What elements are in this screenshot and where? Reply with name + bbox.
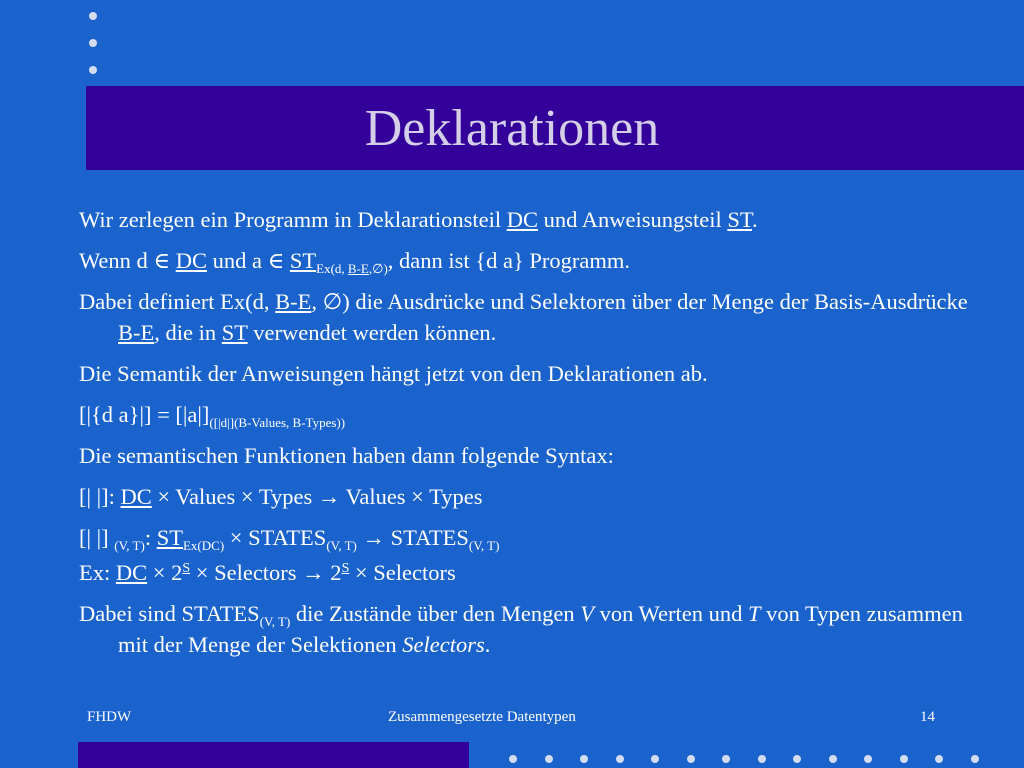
dot: [971, 755, 979, 763]
line-4: [79, 358, 979, 389]
dot: [900, 755, 908, 763]
superscript: [182, 561, 190, 576]
line-10: [79, 598, 979, 660]
term-selectors: Selectors: [402, 632, 485, 657]
text: und Anweisungsteil: [537, 207, 728, 232]
text: Die Semantik der Anweisungen hängt jetzt von den Deklarationen ab.: [79, 361, 708, 386]
text: Die semantischen Funktionen haben dann folgende Syntax:: [79, 443, 614, 468]
text: × Selectors: [349, 560, 456, 585]
var-t: T: [747, 601, 761, 626]
text: von Werten und: [593, 601, 748, 626]
dot: [580, 755, 588, 763]
slide-body: [79, 204, 979, 670]
subscript: [316, 261, 388, 276]
dot: [651, 755, 659, 763]
term-s: S: [182, 561, 191, 576]
var-v: V: [580, 601, 594, 626]
text: [| |]:: [79, 484, 121, 509]
footer-center: Zusammengesetzte Datentypen: [388, 709, 576, 725]
term-be: B-E: [118, 320, 155, 345]
line-8: [79, 522, 979, 553]
text: und a ∈: [206, 248, 290, 273]
dot: [722, 755, 730, 763]
subscript: Ex(DC): [182, 538, 225, 553]
text: ,∅): [368, 261, 388, 276]
text: Ex:: [79, 560, 116, 585]
text: verwendet werden können.: [247, 320, 497, 345]
text: × 2: [147, 560, 183, 585]
dot: [829, 755, 837, 763]
term-dc: DC: [120, 484, 152, 509]
text: [| |]: [79, 525, 115, 550]
text: .: [484, 632, 491, 657]
text: × Selectors → 2: [190, 560, 342, 585]
term-be: B-E: [275, 289, 312, 314]
line-6: [79, 440, 979, 471]
dot: [616, 755, 624, 763]
dot: [509, 755, 517, 763]
text: die Zustände über den Mengen: [290, 601, 581, 626]
term-dc: DC: [175, 248, 207, 273]
line-5: [79, 399, 979, 430]
dot: [793, 755, 801, 763]
slide-title: Deklarationen: [364, 100, 660, 157]
subscript: (V, T): [326, 538, 357, 553]
line-1: [79, 204, 979, 235]
dot: [864, 755, 872, 763]
term-dc: DC: [115, 560, 148, 585]
dot: [935, 755, 943, 763]
subscript: ([|d|](B-Values, B-Types)): [209, 415, 346, 430]
dot: [89, 12, 97, 20]
line-3: [79, 286, 979, 348]
term-dc: DC: [506, 207, 538, 232]
line-2: [79, 245, 979, 276]
subscript: (V, T): [468, 538, 500, 553]
text: , ∅) die Ausdrücke und Selektoren über der Menge der Basis-Ausdrücke: [311, 289, 968, 314]
subscript: (V, T): [114, 538, 145, 553]
term-st: ST: [221, 320, 248, 345]
text: , dann ist {d a} Programm.: [387, 248, 630, 273]
text: × STATES: [224, 525, 327, 550]
text: , die in: [154, 320, 222, 345]
term-be: B-E: [347, 261, 369, 276]
text: × Values × Types → Values × Types: [151, 484, 483, 509]
text: Wenn d ∈: [79, 248, 176, 273]
dot: [758, 755, 766, 763]
dot: [545, 755, 553, 763]
text: Dabei definiert Ex(d,: [79, 289, 276, 314]
decorative-dots-bottom: [509, 755, 979, 763]
dot: [89, 39, 97, 47]
line-9: [79, 557, 979, 588]
term-st: ST: [156, 525, 183, 550]
text: [|{d a}|] = [|a|]: [79, 402, 210, 427]
term-st: ST: [289, 248, 317, 273]
page-number: 14: [920, 709, 935, 725]
subscript: (V, T): [259, 614, 291, 629]
line-7: [79, 481, 979, 512]
term-s: S: [341, 561, 350, 576]
text: → STATES: [356, 525, 469, 550]
dot: [687, 755, 695, 763]
bottom-band: [78, 742, 469, 768]
text: Wir zerlegen ein Programm in Deklarationsteil: [79, 207, 507, 232]
text: von Typen zusammen mit der Menge der Selektionen: [118, 601, 963, 657]
decorative-dots-left: [89, 12, 97, 74]
dot: [89, 66, 97, 74]
text: Ex(d,: [316, 261, 348, 276]
text: Dabei sind STATES: [79, 601, 260, 626]
term-st: ST: [727, 207, 752, 232]
text: :: [144, 525, 157, 550]
footer-left: FHDW: [87, 709, 132, 725]
text: .: [751, 207, 758, 232]
